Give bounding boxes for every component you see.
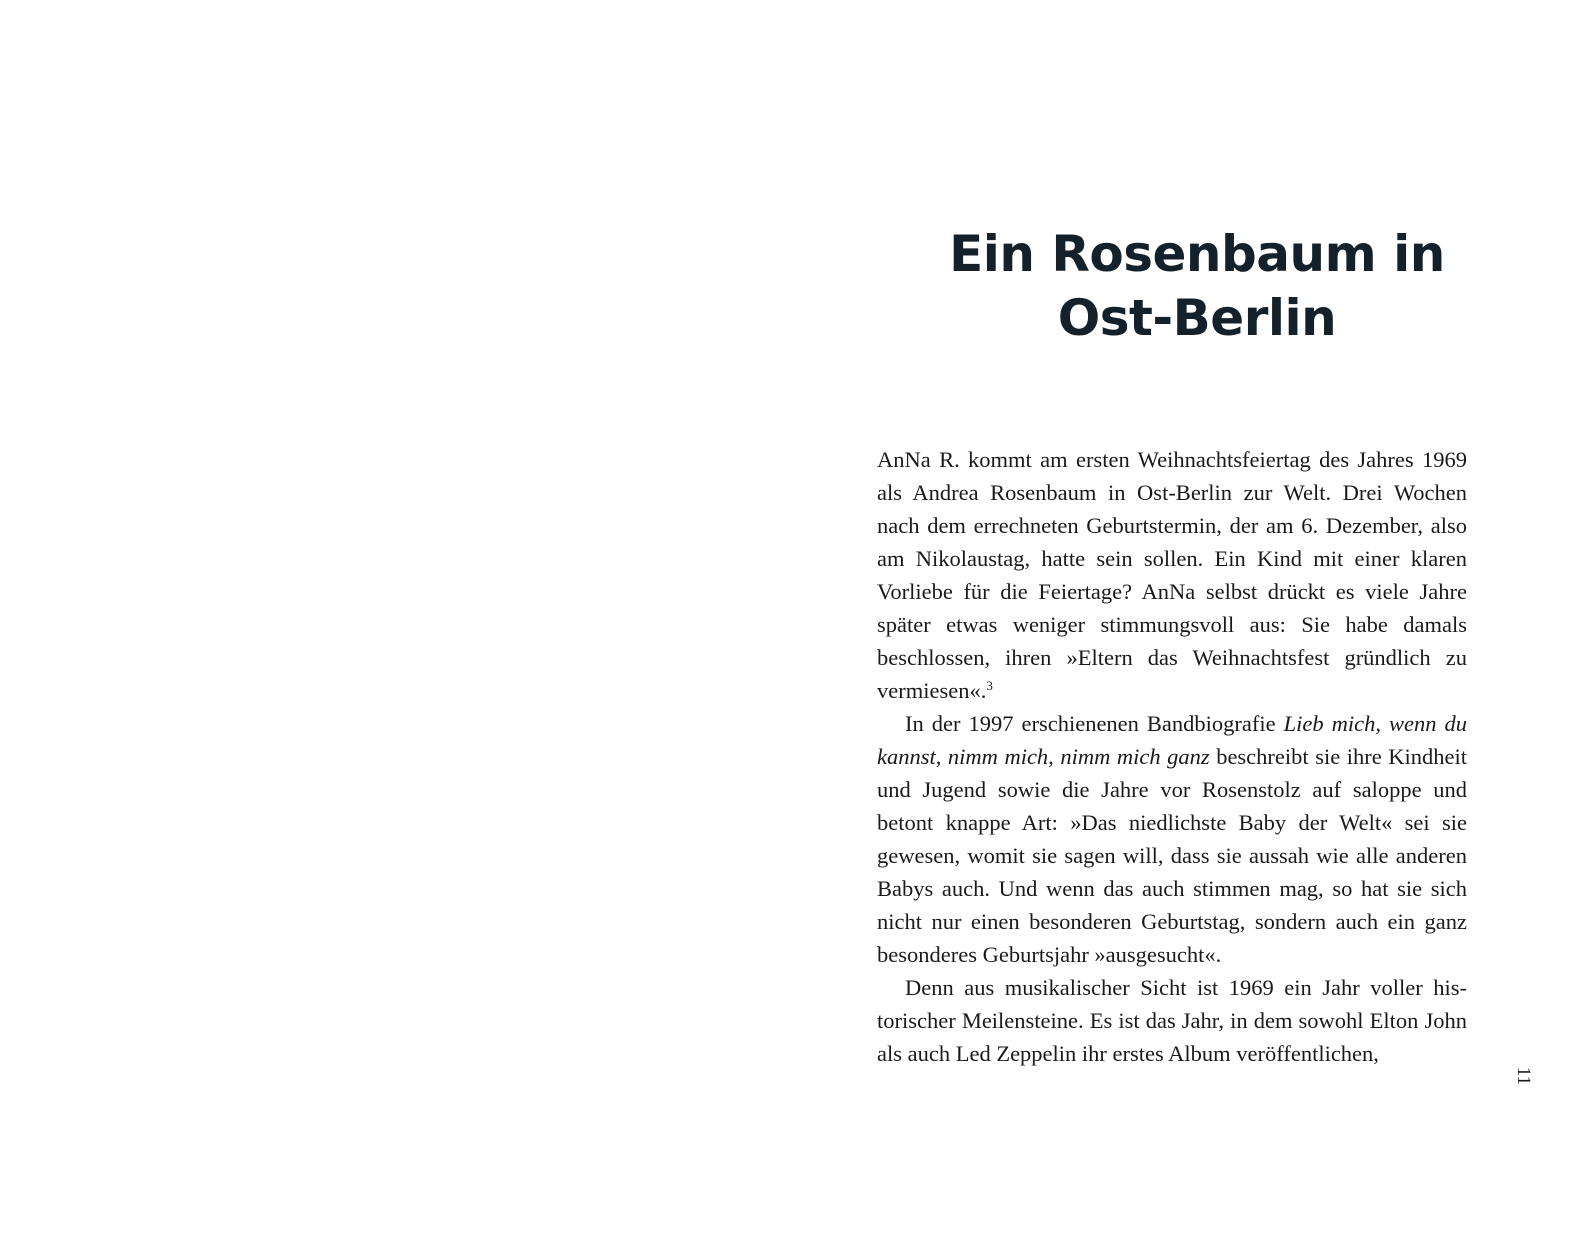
chapter-title-line-1: Ein Rosenbaum in [949,225,1445,283]
footnote-marker: 3 [986,678,993,693]
page-number: 11 [1513,1066,1534,1086]
chapter-title-line-2: Ost-Berlin [1057,289,1337,347]
paragraph-2-text-before: In der 1997 erschienenen Bandbiografie [905,711,1284,736]
right-page [797,0,1594,1240]
paragraph-2-text-after: beschreibt sie ihre Kindheit und Jugend sowie die Jahre vor Rosenstolz auf saloppe und betont knappe Art: »Das niedlichste Baby der Welt« sei sie gewesen, womit sie sagen will, dass sie aussah wie alle anderen Babys auch. Und wenn das auch stimmen mag, so hat sie sich nicht nur einen besonderen Geburtstag, sondern auch ein ganz besonderes Geburtsjahr »ausgesucht«. [877,744,1467,967]
paragraph-2 [877,707,1467,971]
paragraph-1 [877,443,1467,707]
paragraph-3-text: Denn aus musikalischer Sicht ist 1969 ein Jahr voller historischer Meilensteine. Es ist das Jahr, in dem sowohl Elton John als auch Led Zeppelin ihr erstes Album veröffentlichen, [877,975,1467,1066]
chapter-body [877,443,1467,1070]
chapter-title [897,222,1497,350]
paragraph-3 [877,971,1467,1070]
paragraph-1-text: AnNa R. kommt am ersten Weihnachtsfeiertag des Jahres 1969 als Andrea Rosenbaum in Ost-Berlin zur Welt. Drei Wochen nach dem errechneten Geburtstermin, der am 6. Dezember, also am Nikolaustag, hatte sein sollen. Ein Kind mit einer klaren Vorliebe für die Feiertage? AnNa selbst drückt es viele Jahre später etwas weniger stimmungsvoll aus: Sie habe damals beschlossen, ihren »Eltern das Weihnachtsfest gründlich zu vermiesen«. [877,447,1467,703]
book-title-italic: Lieb mich, wenn du kannst, nimm mich, nimm mich ganz [877,711,1467,769]
